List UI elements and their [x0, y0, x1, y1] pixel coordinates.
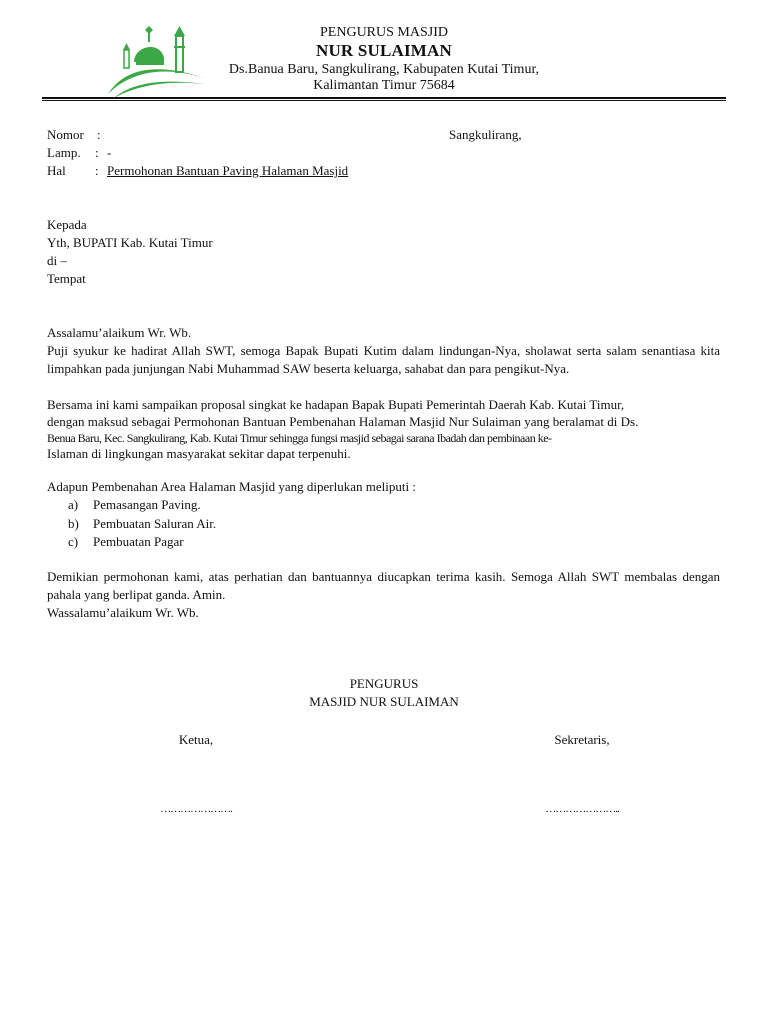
place-date: Sangkulirang, — [449, 127, 522, 142]
letterhead-address-2: Kalimantan Timur 75684 — [313, 78, 455, 93]
list-text: Pembuatan Pagar — [93, 534, 184, 549]
recipient-line-1: Kepada — [47, 217, 87, 232]
recipient-line-4: Tempat — [47, 271, 86, 286]
signature-org-line-2: MASJID NUR SULAIMAN — [309, 694, 459, 709]
requirements-list — [68, 496, 216, 552]
list-intro: Adapun Pembenahan Area Halaman Masjid yang diperlukan meliputi : — [47, 479, 416, 494]
list-marker: a) — [68, 497, 79, 512]
hal-label: Hal — [47, 163, 66, 178]
letterhead-address-1: Ds.Banua Baru, Sangkulirang, Kabupaten Kutai Timur, — [228, 62, 540, 77]
signature-org-line-1: PENGURUS — [349, 676, 419, 691]
sekretaris-label: Sekretaris, — [554, 732, 610, 747]
hal-separator: : — [95, 163, 99, 178]
ketua-signature-line: …………………. — [160, 803, 232, 815]
mosque-logo-icon — [100, 18, 210, 100]
list-item — [68, 496, 216, 515]
lamp-value: - — [107, 145, 112, 160]
lamp-label: Lamp. — [47, 145, 81, 160]
list-item — [68, 515, 216, 534]
paragraph-2-line-1: Bersama ini kami sampaikan proposal singkat ke hadapan Bapak Bupati Pemerintah Daerah Kab. Kutai Timur, — [47, 397, 625, 412]
closing-paragraph: Demikian permohonan kami, atas perhatian dan bantuannya diucapkan terima kasih. Semoga Allah SWT membalas dengan pahala yang berlipat ganda. Amin. — [47, 569, 720, 602]
ketua-label: Ketua, — [178, 732, 214, 747]
letterhead-divider-thick — [42, 97, 726, 99]
greeting: Assalamu’alaikum Wr. Wb. — [47, 325, 192, 340]
lamp-separator: : — [95, 145, 99, 160]
list-text: Pembuatan Saluran Air. — [93, 515, 217, 531]
recipient-line-2: Yth, BUPATI Kab. Kutai Timur — [47, 235, 213, 250]
nomor-label: Nomor — [47, 127, 84, 142]
paragraph-2-line-4: Islaman di lingkungan masyarakat sekitar dapat terpenuhi. — [47, 446, 351, 461]
sekretaris-signature-line: ………………….. — [545, 803, 619, 815]
paragraph-1: Puji syukur ke hadirat Allah SWT, semoga Bapak Bupati Kutim dalam lindungan-Nya, sholawat serta salam senantiasa kita limpahkan pada junjungan Nabi Muhammad SAW beserta keluarga, sahabat dan para pengikut-Nya. — [47, 343, 720, 376]
nomor-separator: : — [97, 127, 101, 142]
letterhead-line-1: PENGURUS MASJID — [320, 25, 448, 40]
letterhead-title: NUR SULAIMAN — [315, 41, 453, 60]
list-text: Pemasangan Paving. — [93, 497, 201, 512]
recipient-line-3: di – — [47, 253, 67, 268]
paragraph-2-line-2: dengan maksud sebagai Permohonan Bantuan Pembenahan Halaman Masjid Nur Sulaiman yang beralamat di Ds. — [47, 414, 639, 429]
list-item — [68, 533, 216, 552]
paragraph-2-line-3: Benua Baru, Kec. Sangkulirang, Kab. Kutai Timur sehingga fungsi masjid sebagai sarana Ibadah dan pembinaan ke- — [47, 431, 552, 445]
list-marker: c) — [68, 534, 79, 549]
list-marker: b) — [68, 515, 79, 531]
closing-salam: Wassalamu’alaikum Wr. Wb. — [47, 605, 199, 620]
hal-subject: Permohonan Bantuan Paving Halaman Masjid — [107, 163, 349, 178]
letterhead-divider-thin — [42, 100, 726, 101]
